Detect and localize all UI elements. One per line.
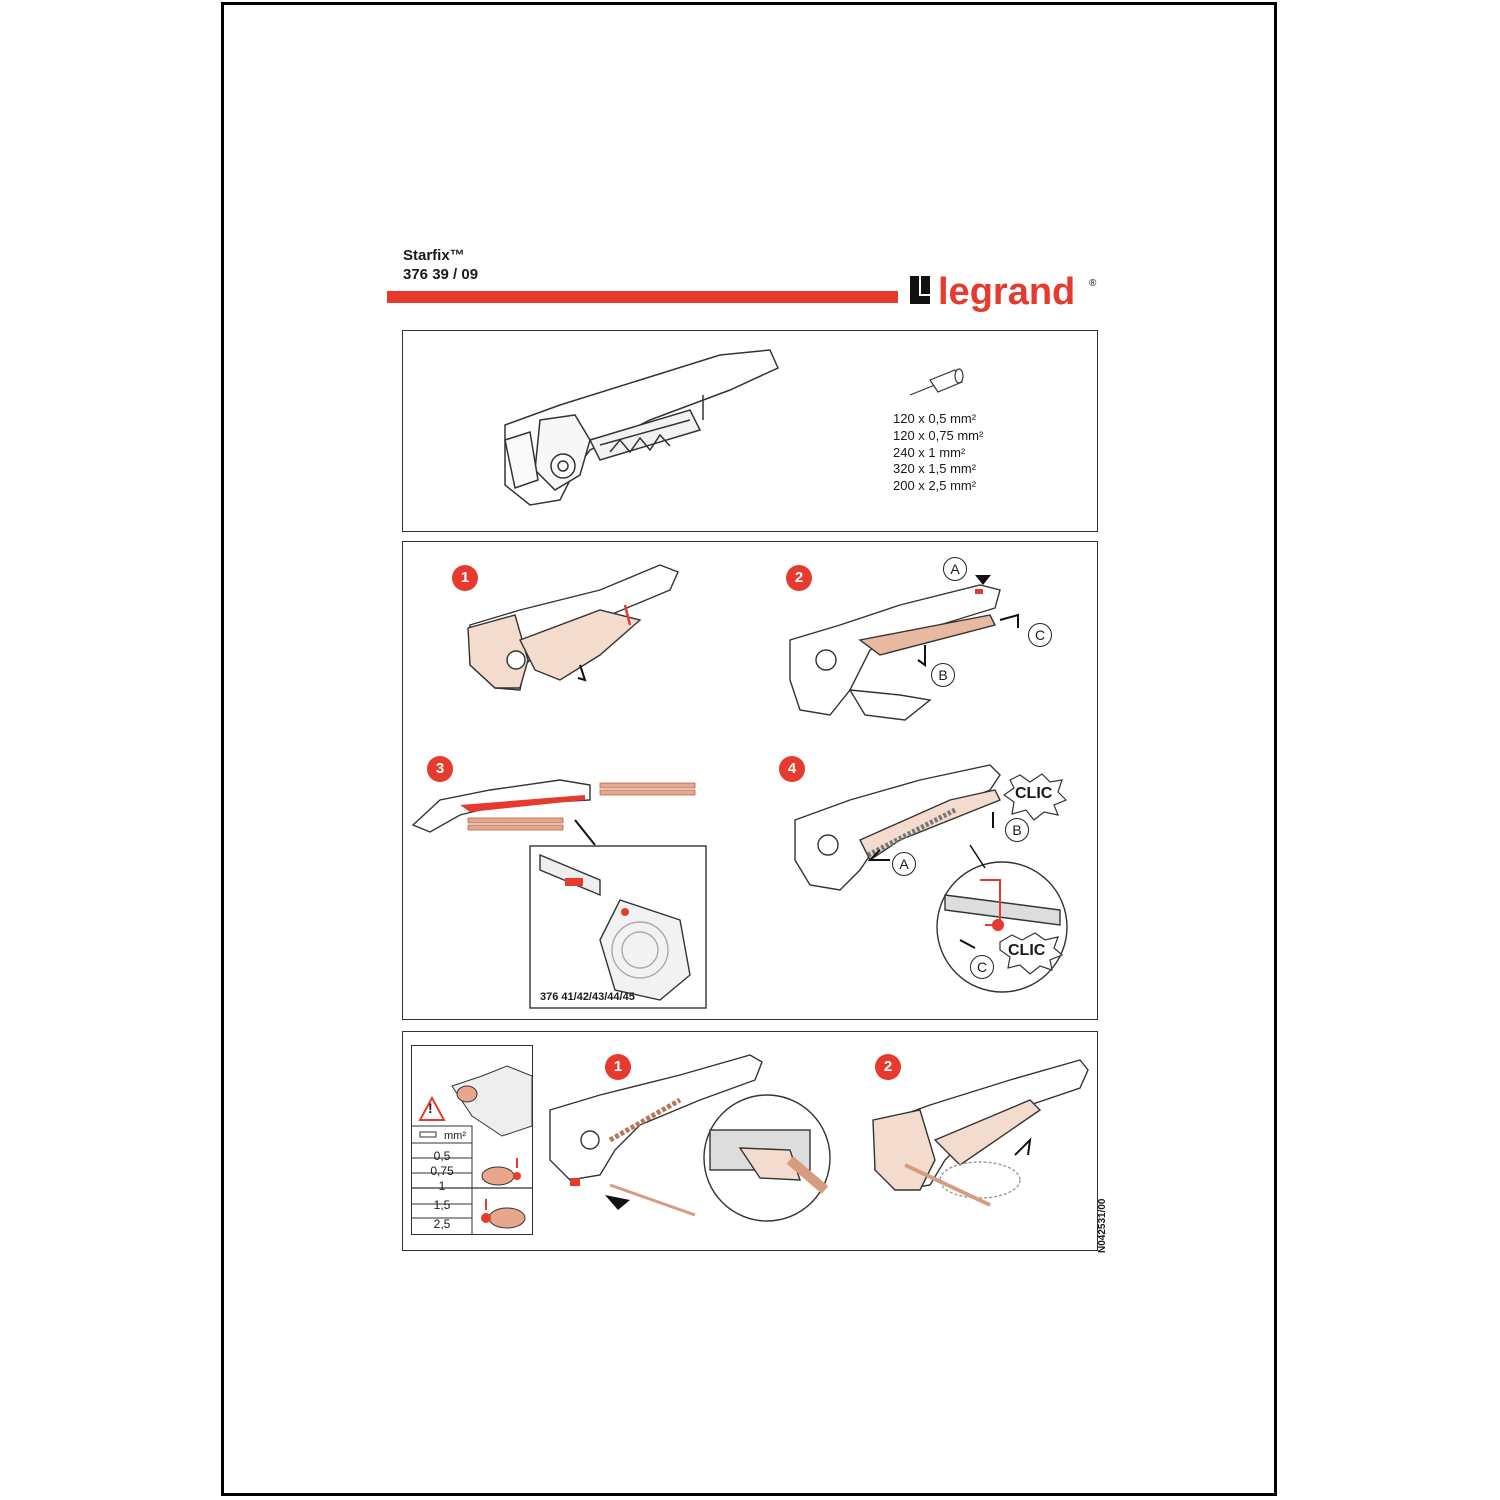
usage2-tool-illustration — [873, 1060, 1088, 1205]
brand-name: legrand — [938, 271, 1076, 313]
size-value: 0,5 — [433, 1149, 451, 1163]
unit-label: mm² — [444, 1130, 466, 1142]
size-value: 1,5 — [433, 1198, 451, 1212]
step-badge: 1 — [452, 565, 478, 591]
capacity-item: 320 x 1,5 mm² — [893, 461, 977, 477]
step-badge: 1 — [605, 1054, 631, 1080]
size-value: 0,75 — [430, 1164, 454, 1178]
capacity-item: 240 x 1 mm² — [893, 444, 966, 460]
reference-number: 376 39 / 09 — [403, 266, 479, 283]
capacity-item: 120 x 0,5 mm² — [893, 411, 977, 426]
label-c: C — [1028, 623, 1052, 647]
size-value: 1 — [438, 1179, 446, 1193]
label-c: C — [970, 955, 994, 979]
label-b: B — [1005, 818, 1029, 842]
capacity-item: 120 x 0,75 mm² — [893, 427, 984, 443]
product-name: Starfix™ — [403, 247, 465, 264]
label-b: B — [931, 663, 955, 687]
registered-mark: ® — [1089, 278, 1097, 289]
usage1-zoom-circle — [704, 1095, 830, 1221]
step-badge: 2 — [786, 565, 812, 591]
magazine-reference: 376 41/42/43/44/45 — [540, 991, 635, 1003]
clic-label: CLIC — [1008, 942, 1046, 959]
label-a: A — [943, 557, 967, 581]
document-code: N042531/00 — [1097, 1198, 1108, 1253]
clic-label: CLIC — [1015, 785, 1053, 802]
step-badge: 4 — [779, 756, 805, 782]
capacity-item: 200 x 2,5 mm² — [893, 478, 977, 494]
size-value: 2,5 — [433, 1217, 451, 1231]
warning-symbol: ! — [428, 1100, 433, 1116]
step-badge: 2 — [875, 1054, 901, 1080]
step-badge: 3 — [427, 756, 453, 782]
label-a: A — [892, 852, 916, 876]
